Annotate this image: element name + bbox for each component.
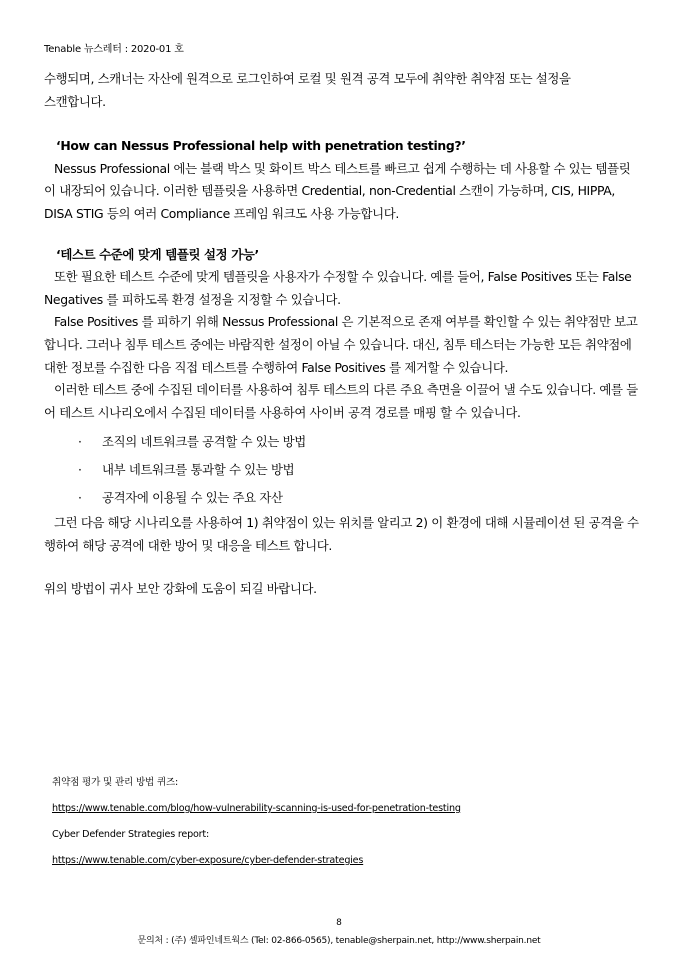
- paragraph-templates: Nessus Professional 에는 블랙 박스 및 화이트 박스 테스트를 빠르고 쉽게 수행하는 데 사용할 수 있는 템플릿이 내장되어 있습니다. 이러한 템플릿을 사용하면 Credential, non-Credential 스캔이 가능하며, CIS, HIPPA, DISA STIG 등의 여러 Compliance 프레임 워크도 사용 가능합니다.: [44, 160, 631, 221]
- reference-link-cyber-defender[interactable]: https://www.tenable.com/cyber-exposure/cyber-defender-strategies: [52, 855, 364, 866]
- paragraph-false-positives: False Positives 를 피하기 위해 Nessus Professional 은 기본적으로 존재 여부를 확인할 수 있는 취약점만 보고합니다. 그러나 침투 테스트 중에는 바람직한 설정이 아닐 수 있습니다. 대신, 침투 테스터는 가능한 모든 취약점에 대한 정보를 수집한 다음 직접 테스트를 수행하여 False Positives 를 제거할 수 있습니다.: [44, 314, 638, 375]
- intro-line-1: 수행되며, 스캐너는 자산에 원격으로 로그인하여 로컬 및 원격 공격 모두에 취약한 취약점 또는 설정을: [44, 71, 571, 86]
- page-footer: 문의처 : (주) 셀파인네트웍스 (Tel: 02-866-0565), tenable@sherpain.net, http://www.sherpain.net: [137, 936, 541, 946]
- list-item: [44, 456, 640, 484]
- spacer: [44, 558, 640, 578]
- list-item: [44, 428, 640, 456]
- list-item-text: 내부 네트워크를 통과할 수 있는 방법: [102, 462, 295, 478]
- bullet-list: [44, 428, 640, 512]
- spacer: [44, 226, 640, 244]
- main-content: [44, 68, 640, 600]
- list-item-text: 공격자에 이용될 수 있는 주요 자산: [102, 490, 283, 506]
- reference-label-report: Cyber Defender Strategies report:: [52, 829, 209, 840]
- intro-line-2: 스캔합니다.: [44, 93, 106, 109]
- page-header: Tenable 뉴스레터 : 2020-01 호: [44, 44, 184, 55]
- reference-link-vulnerability-scanning[interactable]: https://www.tenable.com/blog/how-vulnerability-scanning-is-used-for-penetration-testing: [52, 803, 461, 814]
- reference-label-quiz: 취약점 평가 및 관리 방법 퀴즈:: [52, 777, 179, 788]
- paragraph-scenario: 그런 다음 해당 시나리오를 사용하여 1) 취약점이 있는 위치를 알리고 2) 이 환경에 대해 시뮬레이션 된 공격을 수행하여 해당 공격에 대한 방어 및 대응을 테스트 합니다.: [44, 515, 639, 553]
- section-heading-template-settings: ‘테스트 수준에 맞게 템플릿 설정 가능’: [56, 246, 259, 262]
- references-section: [52, 770, 612, 874]
- page-number: 8: [336, 918, 342, 928]
- paragraph-customize: 또한 필요한 테스트 수준에 맞게 템플릿을 사용자가 수정할 수 있습니다. 예를 들어, False Positives 또는 False Negatives 를 피하도록 환경 설정을 지정할 수 있습니다.: [44, 269, 632, 307]
- section-heading-nessus: ‘How can Nessus Professional help with penetration testing?’: [56, 138, 466, 154]
- list-item-text: 조직의 네트워크를 공격할 수 있는 방법: [102, 434, 306, 450]
- bullet-icon: ·: [78, 434, 82, 450]
- bullet-icon: ·: [78, 462, 82, 478]
- spacer: [44, 113, 640, 135]
- closing-paragraph: 위의 방법이 귀사 보안 강화에 도움이 되길 바랍니다.: [44, 580, 317, 596]
- list-item: [44, 484, 640, 512]
- bullet-icon: ·: [78, 490, 82, 506]
- paragraph-collected-data: 이러한 테스트 중에 수집된 데이터를 사용하여 침투 테스트의 다른 주요 측면을 이끌어 낼 수도 있습니다. 예를 들어 테스트 시나리오에서 수집된 데이터를 사용하여 사이버 공격 경로를 매핑 할 수 있습니다.: [44, 382, 638, 420]
